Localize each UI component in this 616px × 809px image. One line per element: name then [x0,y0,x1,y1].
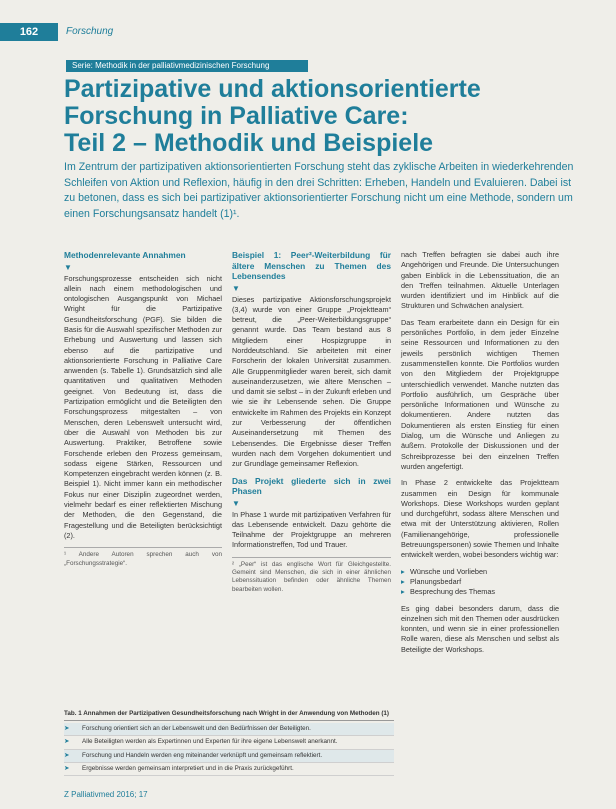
title-line: Teil 2 – Methodik und Beispiele [64,129,434,157]
body-text: Es ging dabei besonders darum, dass die einzelnen sich mit den Themen oder ausdrücken konnten, und wenn sie in einer professionellen Rolle waren, diese als Menschen und selbst als Beteiligte der Workshops. [401,603,559,654]
lead-paragraph: Im Zentrum der partizipativen aktionsorientierten Forschung steht das zyklische Arbeiten in wiederkehrenden Schleifen von Aktion und Reflexion, häufig in den drei Schritten: Erheben, Handeln und Evaluieren. Dabei ist zu betonen, dass es sich bei partizipativer aktionsorientierter Forschung nicht um eine Methode, sondern um einen Forschungsansatz handelt (1)¹. [64,161,574,220]
table-cell: Forschung und Handeln werden eng miteinander verknüpft und gemeinsam reflektiert. [82,751,323,759]
body-text: Dieses partizipative Aktionsforschungsprojekt (3,4) wurde von einer Gruppe „Projektteam“ betreut, die „Peer-Weiterbildungsgruppe“ genannt wurde. Das Team bestand aus 8 Mitgliedern einer Hospizgruppe in Norddeutschland. Sie arbeiteten mit einer Forscherin der lokalen Universität zusammen. Alle Gruppenmitglieder waren bereit, sich damit auseinanderzusetzen, wie ältere Menschen – und damit sie selbst – in der Zukunft erleben und wie sie ihr Lebensende sehen. Die Gruppe entwickelte im Rahmen des Projekts ein Konzept zur Verbesserung der öffentlichen Auseinandersetzung mit Themen des Lebensendes. Die Ergebnisse dieser Treffen wurden nach dem Vorgehen dokumentiert und zur Grundlage gemeinsamer Reflexion. [232,294,391,469]
table-caption: Tab. 1 Annahmen der Partizipativen Gesundheitsforschung nach Wright in der Anwendung von Methoden (1) [64,710,394,721]
title-line: Forschung in Palliative Care: [64,102,409,130]
body-text: Das Team erarbeitete dann ein Design für ein persönliches Portfolio, in dem jeder Einzelne seine Ressourcen und Informationen zu den jeweils persönlich wichtigen Themen zusammenstellen konnte. Die Portfolios wurden von den Mitgliedern der Projektgruppe unterschiedlich verwendet. Manche nutzten das Portfolio ausführlich, um Gespräche über persönliche Informationen und Wünsche zu dokumentieren. Andere nutzten das Dokumentieren als ersten Einstieg für einen Dialog, um die Wünsche und Anliegen zu äußern. Protokolle der Diskussionen und der Schreibprozesse bei den einzelnen Treffen wurden angefertigt. [401,317,559,471]
triangle-marker-icon: ▼ [232,498,240,508]
table-row [64,750,394,763]
list-item: ▸ Besprechung des Themas [401,587,559,597]
triangle-marker-icon: ▼ [64,262,72,272]
section-heading: Das Projekt gliederte sich in zwei Phasen [232,475,391,497]
page-footer: Z Palliativmed 2016; 17 [64,790,148,799]
table-cell: Forschung orientiert sich an der Lebenswelt und den Bedürfnissen der Beteiligten. [82,725,311,733]
triangle-marker-icon: ▼ [232,283,240,293]
arrow-icon: ➤ [64,764,70,772]
table-cell: Alle Beteiligten werden als Expertinnen und Experten für ihre eigene Lebenswelt anerkannt. [82,738,338,746]
table-cell: Ergebnisse werden gemeinsam interpretiert und in die Praxis zurückgeführt. [82,764,294,772]
arrow-icon: ➤ [64,725,70,733]
section-heading: Beispiel 1: Peer²-Weiterbildung für ältere Menschen zu Themen des Lebensendes [232,250,391,281]
body-text: Forschungsprozesse entscheiden sich nicht allein nach einem methodologischen und ontologischen Ausgangspunkt von Michael Wright für die Partizipative Gesundheitsforschung (PGF). Sie bilden die Basis für die Auswahl spezifischer Methoden zur Erhebung und Auswertung und lassen sich ebenso auf die partizipative und aktionsorientierte Forschung in Palliative Care anwenden (s. Tabelle 1). Grundsätzlich sind alle quantitativen und qualitativen Methoden geeignet. Von Bedeutung ist, dass die Partizipation ermöglicht und die Beteiligten den Forschungsprozess mitgestalten – von Menschen, deren Lebenswelt untersucht wird, über die Auswahl von Methoden bis zur Auswertung. Praktiker, Betroffene sowie Forschende erleben den Prozess gemeinsam, sodass eigene Stärken, Ressourcen und Kompetenzen eingebracht werden können (z. B. Beispiel 1). Nicht immer kann ein methodischer Fokus nur einer Disziplin zugeordnet werden, vielmehr bedarf es einer reflektierten Mischung der Methoden, die den Gegenstand, die Fragestellung und die Beteiligten berücksichtigt (2). [64,273,222,540]
column-3 [401,250,559,661]
list-item: ▸ Planungsbedarf [401,577,559,587]
section-name: Forschung [66,26,114,37]
page-number: 162 [0,23,58,41]
bullet-list [401,567,559,598]
title-line: Partizipative und aktionsorientierte [64,75,481,103]
column-1 [64,250,222,568]
table-1 [64,710,394,776]
table-row [64,723,394,736]
body-text: In Phase 2 entwickelte das Projektteam zusammen ein Design für kommunale Workshops. Diese Workshops wurden geplant und durchgeführt, sodass ältere Menschen und etwa mit der Unterstützung aktivieren, Rollen (Familienangehörige, professionelle Betreuungspersonen) sowie Themen und Inhalte entwickelt werden, wobei besonders wichtig war: [401,478,559,560]
footnote: ¹ Andere Autoren sprechen auch von „Forschungsstrategie“. [64,547,222,568]
body-text: nach Treffen befragten sie dabei auch ihre Angehörigen und Freunde. Die Untersuchungen gaben Einblick in die Lebenssituation, die an den Treffen teilnahmen. Aktuelle Unterlagen wurden identifiziert und im Hinblick auf die Strukturen und Schwächen analysiert. [401,250,559,311]
page-header [0,23,616,41]
section-heading: Methodenrelevante Annahmen [64,250,186,260]
series-rubric: Serie: Methodik in der palliativmedizinischen Forschung [66,60,308,72]
body-text: In Phase 1 wurde mit partizipativen Verfahren für das Lebensende entwickelt. Dazu gehörte die Teilnahme der Projektgruppe an mehreren Informationstreffen, Tod und Trauer. [232,509,391,550]
table-row [64,736,394,749]
arrow-icon: ➤ [64,738,70,746]
article-title [64,76,584,157]
table-row [64,763,394,776]
arrow-icon: ➤ [64,751,70,759]
footnote: ² „Peer“ ist das englische Wort für Gleichgestellte. Gemeint sind Menschen, die sich in einer ähnlichen Lebenssituation befinden oder ähnliche Themen bearbeiten wollen. [232,557,391,594]
list-item: ▸ Wünsche und Vorlieben [401,567,559,577]
column-2 [232,250,391,594]
